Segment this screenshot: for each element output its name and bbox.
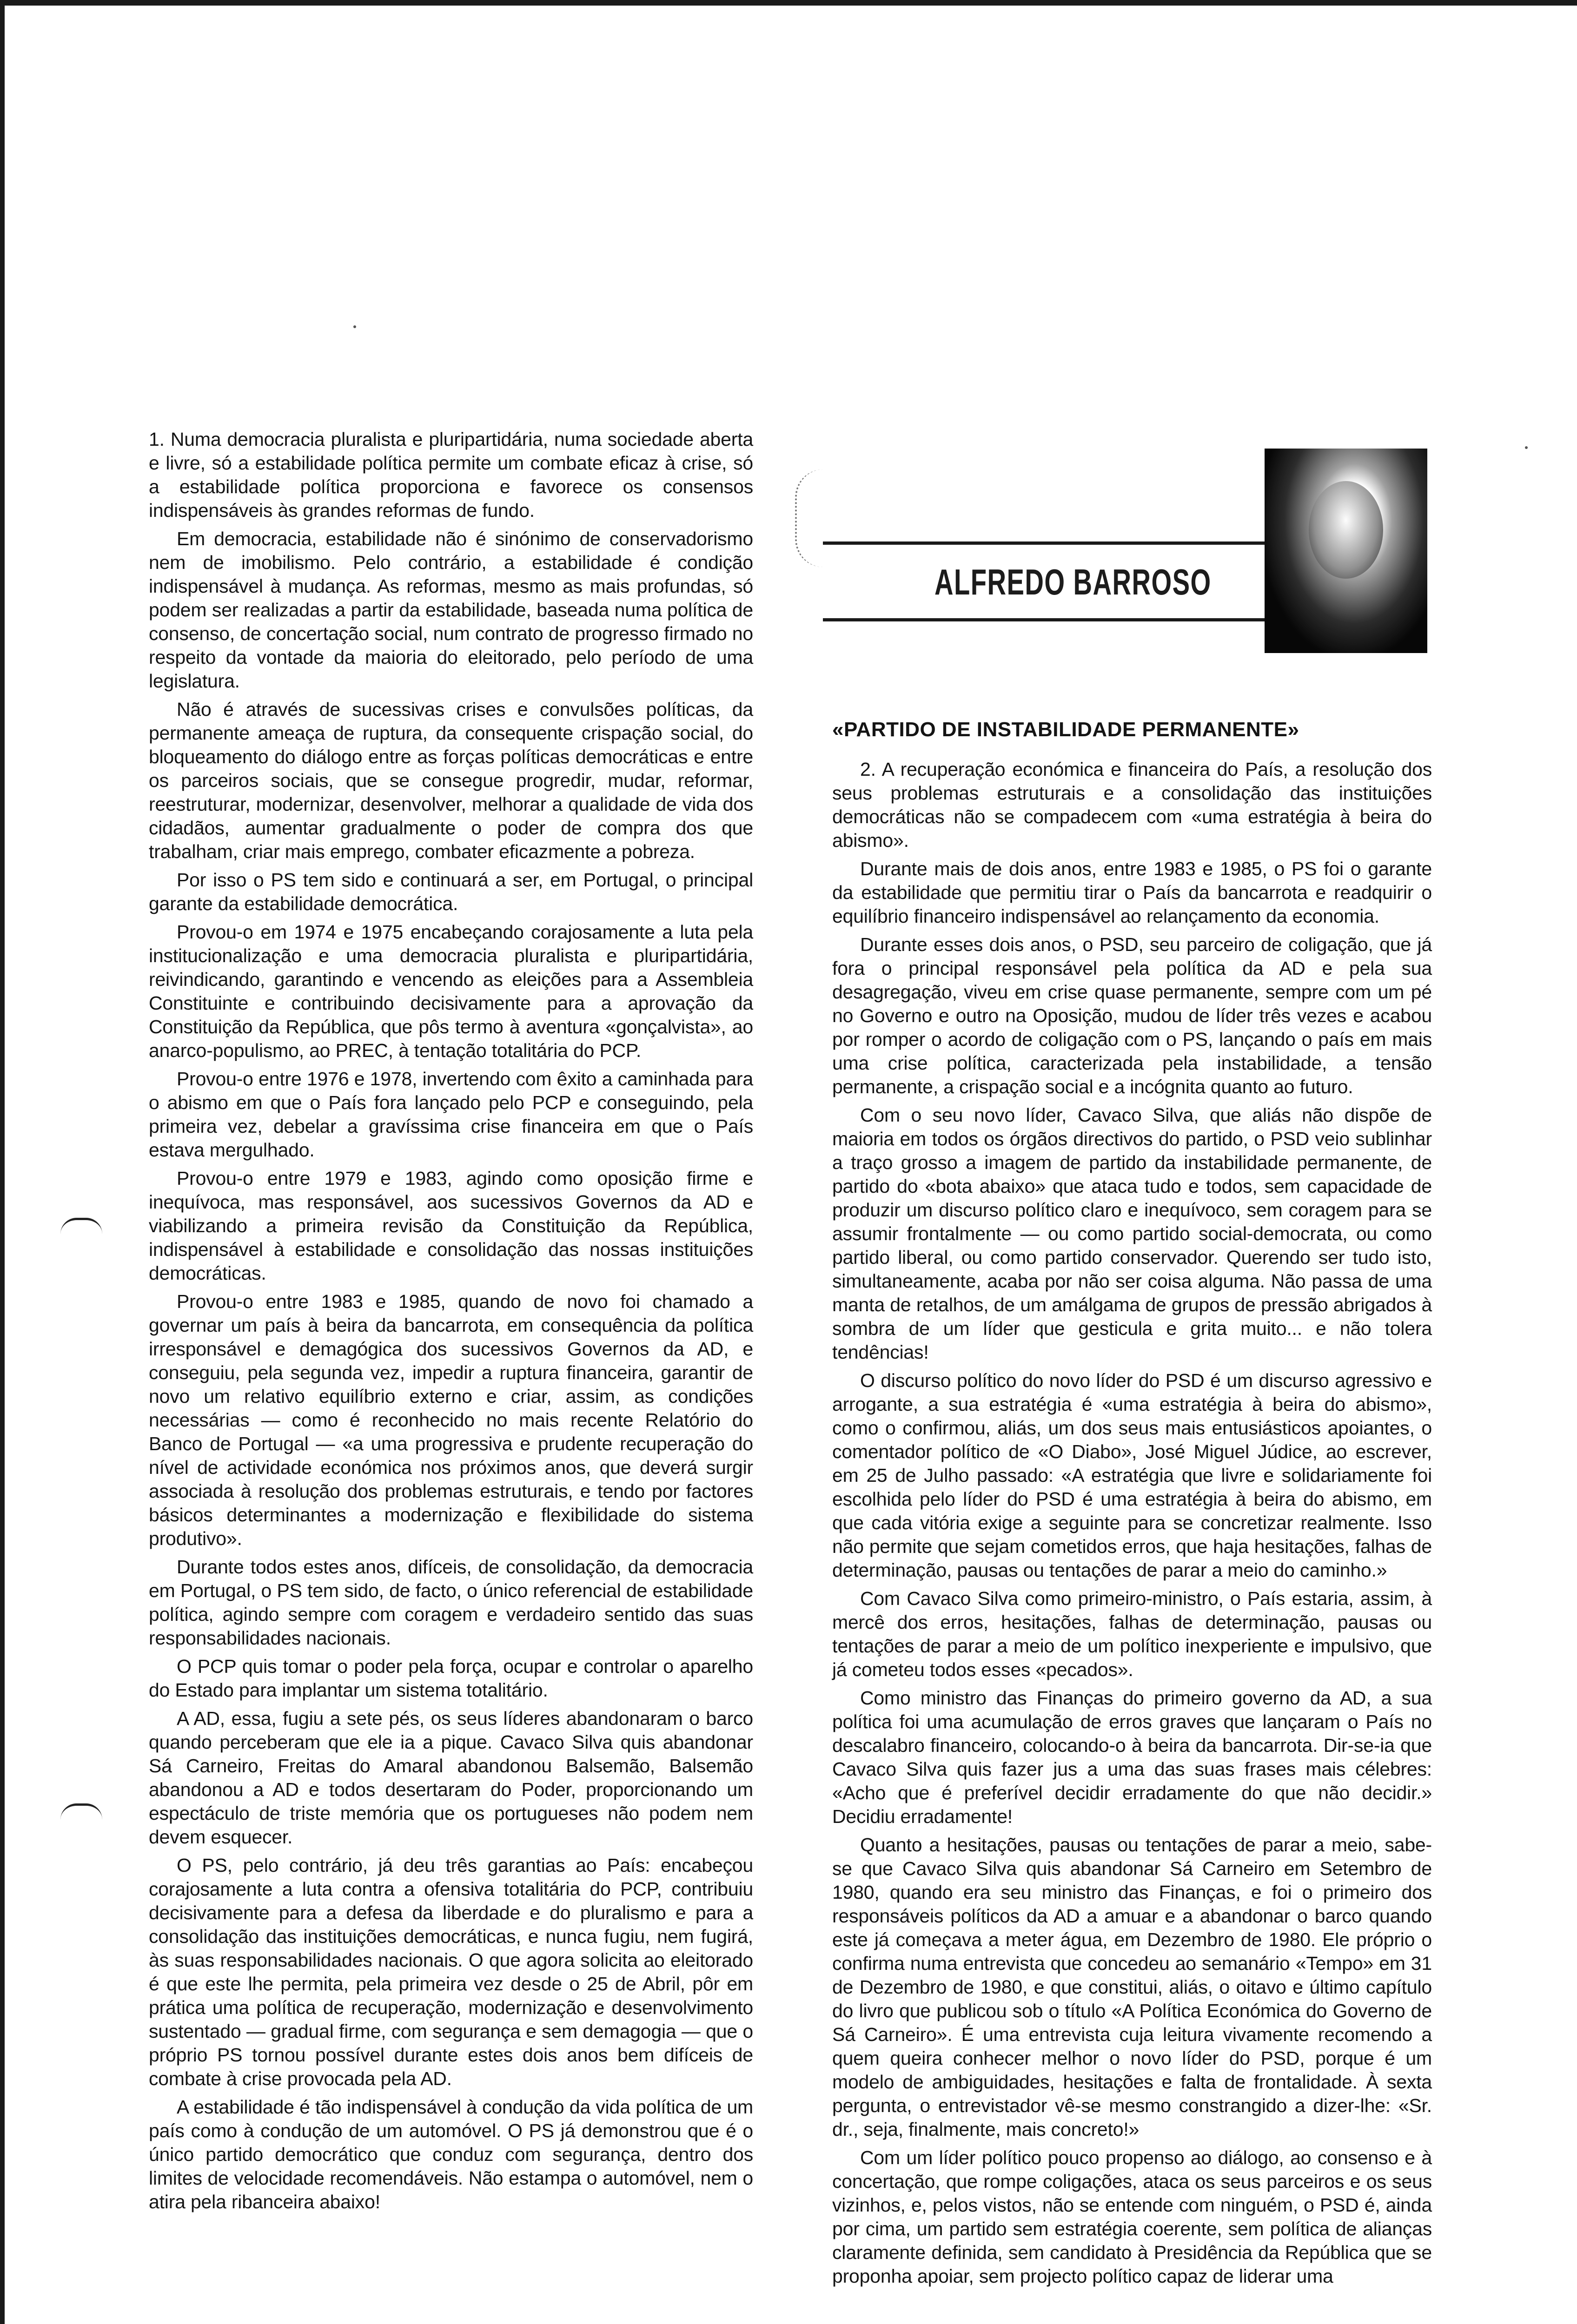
paragraph: Durante todos estes anos, difíceis, de consolidação, da democracia em Portugal, o PS tem sido, de facto, o único referencial de estabilidade política, agindo sempre com coragem e verdadeiro sentido das suas responsabilidades nacionais. (149, 1556, 753, 1649)
right-column (832, 758, 1432, 2293)
byline-box (823, 430, 1427, 672)
paragraph: 1. Numa democracia pluralista e pluripartidária, numa sociedade aberta e livre, só a estabilidade política permite um combate eficaz à crise, só a estabilidade política proporciona e favorece os consensos indispensáveis às grandes reformas de fundo. (149, 429, 753, 521)
speck (353, 325, 356, 328)
paragraph: Provou-o entre 1979 e 1983, agindo como oposição firme e inequívoca, mas responsável, aos sucessivos Governos da AD e viabilizando a primeira revisão da Constituição da República, indispensável à estabilidade e consolidação das nossas instituições democráticas. (149, 1168, 753, 1284)
author-portrait-face (1309, 481, 1383, 579)
paragraph: O PCP quis tomar o poder pela força, ocupar e controlar o aparelho do Estado para implantar um sistema totalitário. (149, 1656, 753, 1701)
headline: «PARTIDO DE INSTABILIDADE PERMANENTE» (832, 718, 1299, 741)
paragraph: Provou-o entre 1976 e 1978, invertendo com êxito a caminhada para o abismo em que o País fora lançado pelo PCP e conseguindo, pela primeira vez, debelar a gravíssima crise financeira em que o País estava mergulhado. (149, 1068, 753, 1161)
left-column (149, 428, 753, 2218)
author-portrait (1265, 449, 1427, 653)
paragraph: O discurso político do novo líder do PSD é um discurso agressivo e arrogante, a sua estratégia é «uma estratégia à beira do abismo», como o confirmou, aliás, um dos seus mais entusiásticos apoiantes, o comentador político de «O Diabo», José Miguel Júdice, ao escrever, em 25 de Julho passado: «A estratégia que livre e solidariamente foi escolhida pelo líder do PSD é uma estratégia à beira do abismo, em que cada vitória exige a seguinte para se concretizar realmente. Isso não permite que sejam cometidos erros, que haja hesitações, falhas de determinação, pausas ou tentações de parar a meio do caminho.» (832, 1370, 1432, 1581)
paragraph: Como ministro das Finanças do primeiro governo da AD, a sua política foi uma acumulação de erros graves que lançaram o País no descalabro financeiro, colocando-o à beira da bancarrota. Dir-se-ia que Cavaco Silva quis fazer jus a uma das suas frases mais célebres: «Acho que é preferível decidir erradamente do que não decidir.» Decidiu erradamente! (832, 1687, 1432, 1827)
paragraph: Durante esses dois anos, o PSD, seu parceiro de coligação, que já fora o principal responsável pela política da AD e pela sua desagregação, viveu em crise quase permanente, sempre com um pé no Governo e outro na Oposição, mudou de líder três vezes e acabou por romper o acordo de coligação com o PS, lançando o país em mais uma crise política, caracterizada pela instabilidade, a tensão permanente, a crispação social e a incógnita quanto ao futuro. (832, 934, 1432, 1097)
paragraph: O PS, pelo contrário, já deu três garantias ao País: encabeçou corajosamente a luta contra a ofensiva totalitária do PCP, contribuiu decisivamente para a defesa da liberdade e do pluralismo e para a consolidação das instituições democráticas, e nunca fugiu, nem fugirá, às suas responsabilidades nacionais. O que agora solicita ao eleitorado é que este lhe permita, pela primeira vez desde o 25 de Abril, pôr em prática uma política de recuperação, modernização e desenvolvimento sustentado — gradual firme, com segurança e sem demagogia — que o próprio PS tornou possível durante estes dois anos bem difíceis de combate à crise provocada pela AD. (149, 1855, 753, 2089)
paragraph: Durante mais de dois anos, entre 1983 e 1985, o PS foi o garante da estabilidade que permitiu tirar o País da bancarrota e readquirir o equilíbrio financeiro indispensável ao relançamento da economia. (832, 858, 1432, 927)
byline-rule-bottom (823, 618, 1269, 621)
byline-rule-top (823, 541, 1269, 545)
paragraph: A AD, essa, fugiu a sete pés, os seus líderes abandonaram o barco quando perceberam que ele ia a pique. Cavaco Silva quis abandonar Sá Carneiro, Freitas do Amaral abandonou Balsemão, Balsemão abandonou a AD e todos desertaram do Poder, proporcionando um espectáculo de triste memória que os portugueses não podem nem devem esquecer. (149, 1708, 753, 1848)
paragraph: Com o seu novo líder, Cavaco Silva, que aliás não dispõe de maioria em todos os órgãos directivos do partido, o PSD veio sublinhar a traço grosso a imagem de partido da instabilidade permanente, de partido do «bota abaixo» que ataca tudo e todos, sem capacidade de produzir um discurso político claro e inequívoco, sem coragem para se assumir frontalmente — ou como partido social-democrata, ou como partido liberal, ou como partido conservador. Querendo ser tudo isto, simultaneamente, acaba por não ser coisa alguma. Não passa de uma manta de retalhos, de um amálgama de grupos de pressão abrigados à sombra de um líder que gesticula e grita muito... e não tolera tendências! (832, 1104, 1432, 1363)
author-name: ALFREDO BARROSO (934, 561, 1212, 602)
paragraph: Quanto a hesitações, pausas ou tentações de parar a meio, sabe-se que Cavaco Silva quis abandonar Sá Carneiro em Setembro de 1980, quando era seu ministro das Finanças, e foi o primeiro dos responsáveis políticos da AD a amuar e a abandonar o barco quando este já começava a meter água, em Dezembro de 1980. Ele próprio o confirma numa entrevista que concedeu ao semanário «Tempo» em 31 de Dezembro de 1980, e que constitui, aliás, o oitavo e último capítulo do livro que publicou sob o título «A Política Económica do Governo de Sá Carneiro». É uma entrevista cuja leitura vivamente recomendo a quem queira conhecer melhor o novo líder do PSD, porque é um modelo de ambiguidades, hesitações e falta de frontalidade. À sexta pergunta, o entrevistador vê-se mesmo constrangido a dizer-lhe: «Sr. dr., seja, finalmente, mais concreto!» (832, 1834, 1432, 2140)
paragraph: Provou-o em 1974 e 1975 encabeçando corajosamente a luta pela institucionalização e uma democracia pluralista e pluripartidária, reivindicando, garantindo e vencendo as eleições para a Assembleia Constituinte e contribuindo decisivamente para a aprovação da Constituição da República, que pôs termo à aventura «gonçalvista», ao anarco-populismo, ao PREC, à tentação totalitária do PCP. (149, 921, 753, 1061)
paragraph: Não é através de sucessivas crises e convulsões políticas, da permanente ameaça de ruptura, da consequente crispação social, do bloqueamento do diálogo entre as forças políticas democráticas e entre os parceiros sociais, que se consegue progredir, mudar, reformar, reestruturar, modernizar, desenvolver, melhorar a qualidade de vida dos cidadãos, aumentar gradualmente o poder de compra dos que trabalham, criar mais emprego, combater eficazmente a pobreza. (149, 699, 753, 862)
margin-mark (60, 1218, 102, 1234)
paragraph: A estabilidade é tão indispensável à condução da vida política de um país como à condução de um automóvel. O PS já demonstrou que é o único partido democrático que conduz com segurança, dentro dos limites de velocidade recomendáveis. Não estampa o automóvel, nem o atira pela ribanceira abaixo! (149, 2096, 753, 2212)
margin-mark (60, 1803, 102, 1820)
paragraph: Com Cavaco Silva como primeiro-ministro, o País estaria, assim, à mercê dos erros, hesitações, falhas de determinação, pausas ou tentações de parar a meio de um político inexperiente e impulsivo, que já cometeu todos esses «pecados». (832, 1588, 1432, 1680)
paragraph: 2. A recuperação económica e financeira do País, a resolução dos seus problemas estruturais e a consolidação das instituições democráticas não se compadecem com «uma estratégia à beira do abismo». (832, 759, 1432, 851)
paragraph: Por isso o PS tem sido e continuará a ser, em Portugal, o principal garante da estabilidade democrática. (149, 869, 753, 914)
paragraph: Provou-o entre 1983 e 1985, quando de novo foi chamado a governar um país à beira da bancarrota, em consequência da política irresponsável e demagógica dos sucessivos Governos da AD, e conseguiu, pela segunda vez, impedir a ruptura financeira, garantir de novo um relativo equilíbrio externo e criar, assim, as condições necessárias — como é reconhecido no mais recente Relatório do Banco de Portugal — «a uma progressiva e prudente recuperação do nível de actividade económica nos próximos anos, que deverá surgir associada à resolução dos problemas estruturais, e tendo por factores básicos determinantes a modernização e flexibilidade do sistema produtivo». (149, 1291, 753, 1549)
speck (1525, 446, 1528, 449)
paragraph: Em democracia, estabilidade não é sinónimo de conservadorismo nem de imobilismo. Pelo contrário, a estabilidade é condição indispensável à mudança. As reformas, mesmo as mais profundas, só podem ser realizadas a partir da estabilidade, baseada numa política de consenso, de concertação social, num contrato de progresso firmado no respeito da vontade da maioria do eleitorado, pelo período de uma legislatura. (149, 528, 753, 692)
paragraph: Com um líder político pouco propenso ao diálogo, ao consenso e à concertação, que rompe coligações, ataca os seus parceiros e os seus vizinhos, e, pelos vistos, não se entende com ninguém, o PSD é, ainda por cima, um partido sem estratégia coerente, sem política de alianças claramente definida, sem candidato à Presidência da República que se proponha apoiar, sem projecto político capaz de liderar uma (832, 2147, 1432, 2287)
